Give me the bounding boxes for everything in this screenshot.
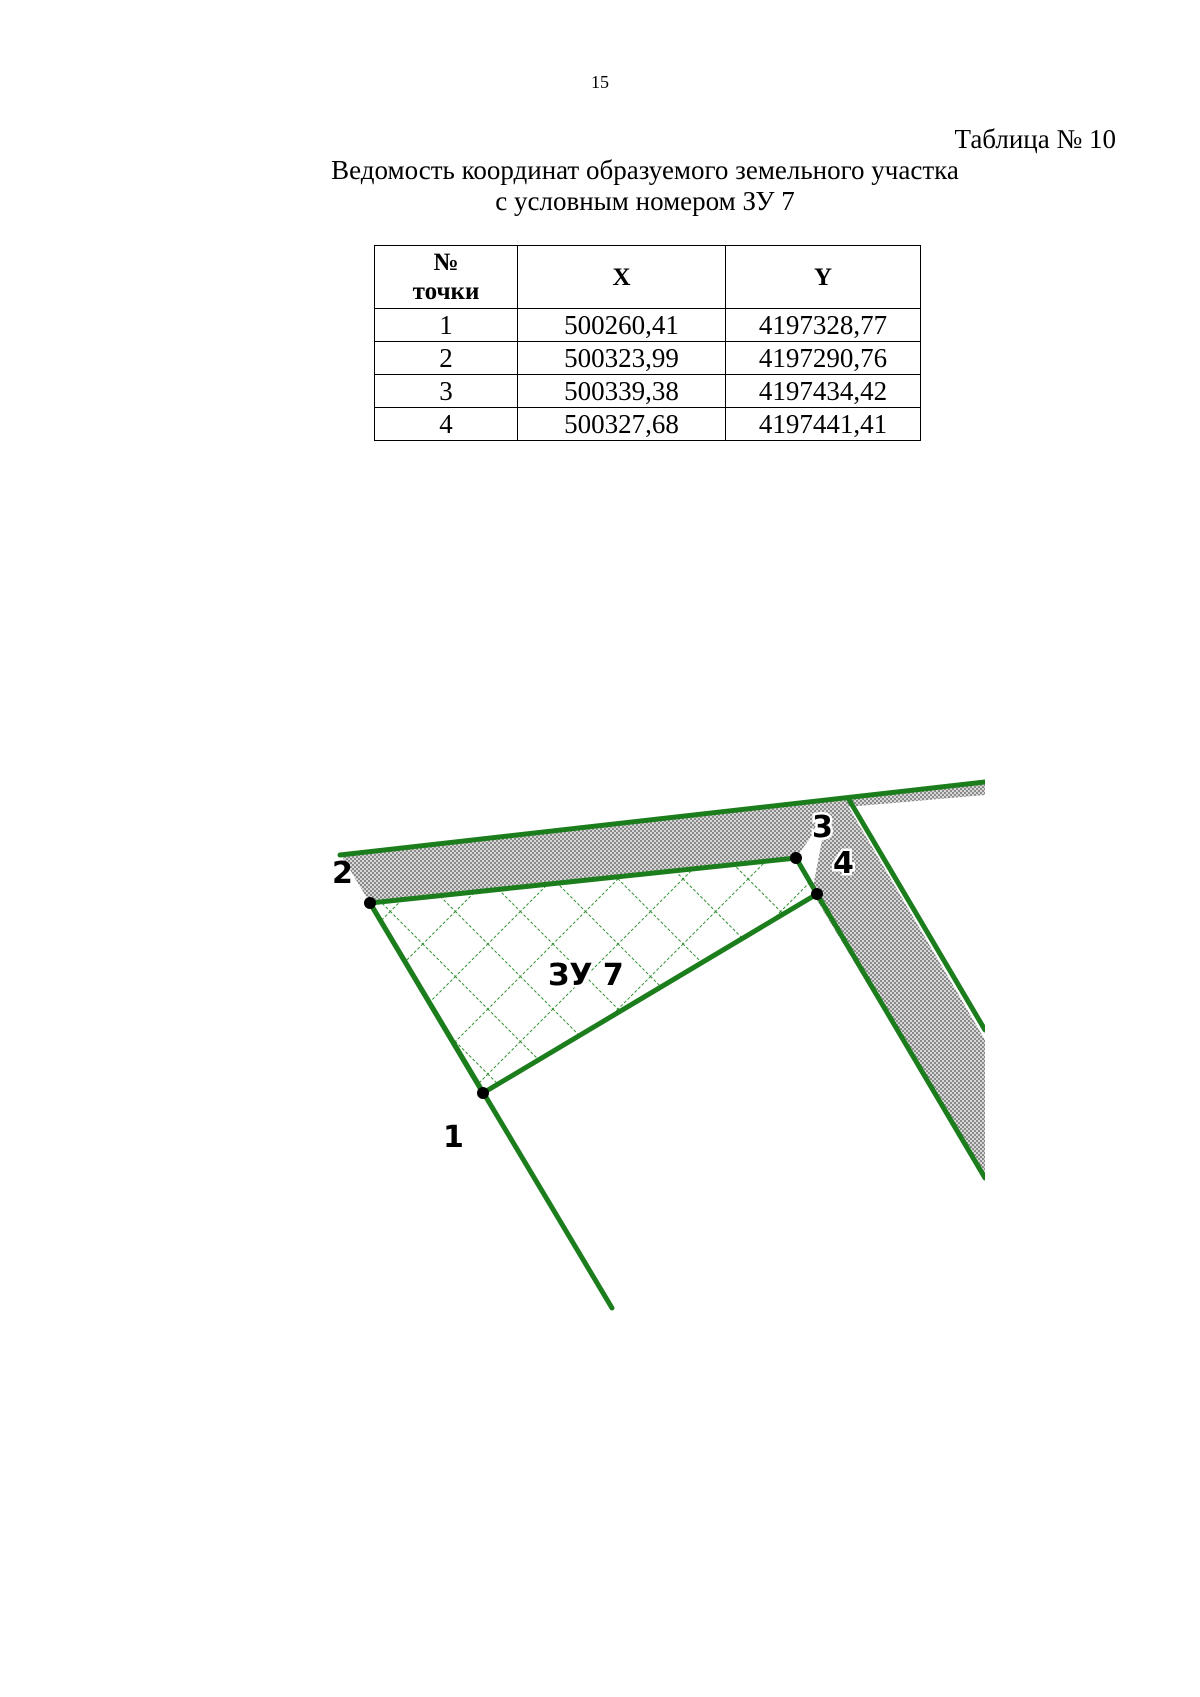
title-line-2: с условным номером ЗУ 7 [495, 186, 795, 216]
title-line-1: Ведомость координат образуемого земельного участка [331, 155, 959, 185]
cell-x: 500339,38 [518, 375, 726, 408]
point-1-marker [477, 1087, 489, 1099]
point-label-3: 3 [812, 810, 833, 845]
page-number: 15 [591, 72, 609, 92]
point-label-4: 4 [833, 846, 854, 881]
point-4-marker [811, 888, 823, 900]
point-3-marker [790, 852, 802, 864]
point-label-2: 2 [332, 856, 353, 891]
cell-x: 500323,99 [518, 342, 726, 375]
header-x: X [518, 246, 726, 309]
point-2-marker [364, 897, 376, 909]
cell-point-number: 4 [375, 408, 518, 441]
cell-x: 500327,68 [518, 408, 726, 441]
cell-x: 500260,41 [518, 309, 726, 342]
cell-y: 4197328,77 [726, 309, 921, 342]
cell-point-number: 1 [375, 309, 518, 342]
header-y: Y [726, 246, 921, 309]
table-caption: Таблица № 10 [954, 124, 1116, 154]
cell-point-number: 3 [375, 375, 518, 408]
cell-y: 4197434,42 [726, 375, 921, 408]
header-point-number-line1: № [433, 249, 459, 276]
point-label-1: 1 [443, 1120, 464, 1155]
cell-point-number: 2 [375, 342, 518, 375]
cell-y: 4197441,41 [726, 408, 921, 441]
parcel-label: ЗУ 7 [548, 958, 624, 993]
header-point-number-line2: точки [412, 278, 480, 305]
cell-y: 4197290,76 [726, 342, 921, 375]
